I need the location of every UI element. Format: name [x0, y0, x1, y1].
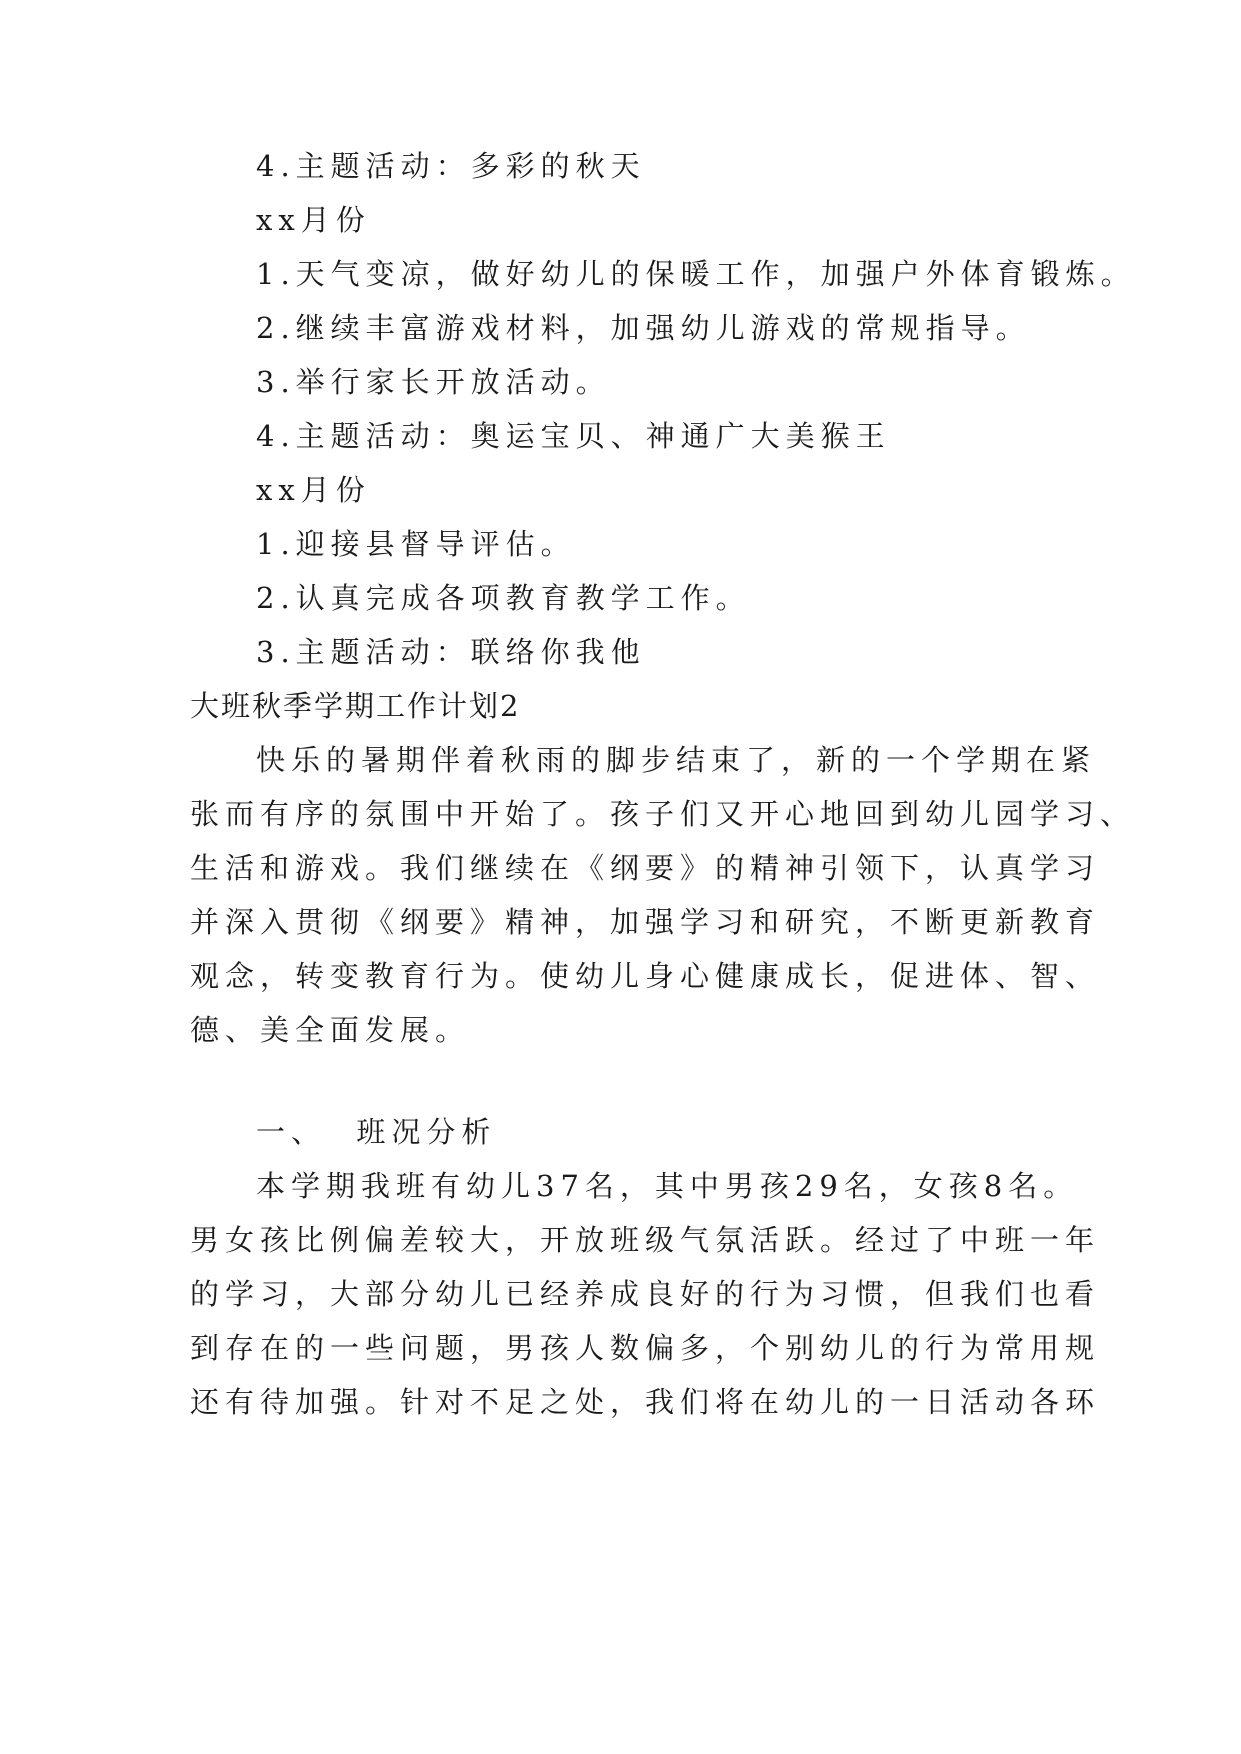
list-item: 3.主题活动：联络你我他 [256, 635, 646, 669]
paragraph-line: 快乐的暑期伴着秋雨的脚步结束了，新的一个学期在紧 [256, 743, 1097, 777]
section-title: 大班秋季学期工作计划2 [190, 689, 521, 723]
paragraph-line: 本学期我班有幼儿37名，其中男孩29名，女孩8名。 [256, 1169, 1079, 1203]
paragraph-line: 生活和游戏。我们继续在《纲要》的精神引领下，认真学习 [190, 851, 1101, 885]
month-heading: xx月份 [256, 473, 371, 507]
paragraph-line: 还有待加强。针对不足之处，我们将在幼儿的一日活动各环 [190, 1385, 1101, 1419]
list-item: 3.举行家长开放活动。 [256, 365, 611, 399]
list-item: 2.继续丰富游戏材料，加强幼儿游戏的常规指导。 [256, 311, 1031, 345]
list-item: 2.认真完成各项教育教学工作。 [256, 581, 751, 615]
list-item: 1.天气变凉，做好幼儿的保暖工作，加强户外体育锻炼。 [256, 257, 1136, 291]
list-item: 4.主题活动：多彩的秋天 [256, 149, 646, 183]
section-heading: 一、 班况分析 [256, 1115, 497, 1149]
paragraph-line: 男女孩比例偏差较大，开放班级气氛活跃。经过了中班一年 [190, 1223, 1101, 1257]
list-item: 4.主题活动：奥运宝贝、神通广大美猴王 [256, 419, 891, 453]
paragraph-line: 观念，转变教育行为。使幼儿身心健康成长，促进体、智、 [190, 959, 1101, 993]
list-item: 1.迎接县督导评估。 [256, 527, 576, 561]
month-heading: xx月份 [256, 203, 371, 237]
paragraph-line: 并深入贯彻《纲要》精神，加强学习和研究，不断更新教育 [190, 905, 1101, 939]
paragraph-line: 张而有序的氛围中开始了。孩子们又开心地回到幼儿园学习、 [190, 797, 1136, 831]
paragraph-line: 的学习，大部分幼儿已经养成良好的行为习惯，但我们也看 [190, 1277, 1101, 1311]
paragraph-line: 到存在的一些问题，男孩人数偏多，个别幼儿的行为常用规 [190, 1331, 1101, 1365]
paragraph-line: 德、美全面发展。 [190, 1013, 471, 1047]
